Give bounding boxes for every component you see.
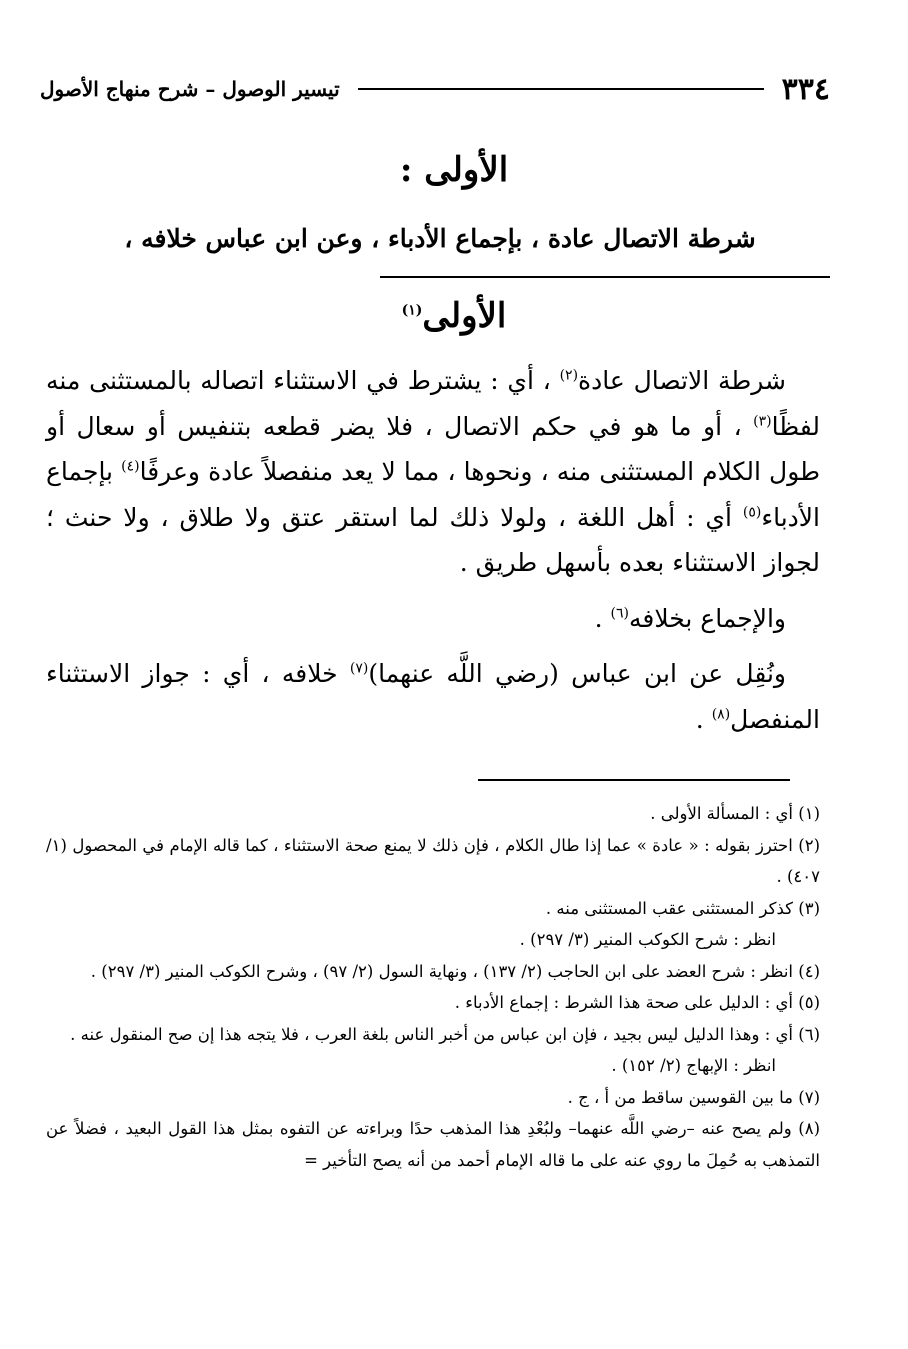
body-text-segment: .: [695, 704, 712, 734]
footnote-rule: [478, 779, 790, 781]
body-text-segment: شرطة الاتصال عادة: [578, 366, 786, 395]
footnote: (٦) أي : وهذا الدليل ليس بجيد ، فإن ابن عباس من أخبر الناس بلغة العرب ، فلا يتجه هذا إن صح المنقول عنه .: [70, 1024, 820, 1044]
body-text-segment: ، أو ما هو في حكم الاتصال ، فلا يضر قطعه بتنفيس أو سعال أو طول الكلام المستثنى منه ، ونحوها ، مما لا يعد منفصلاً عادة وعرفًا: [46, 411, 821, 486]
body-text-segment: والإجماع بخلافه: [628, 603, 786, 633]
footnote: (٣) كذكر المستثنى عقب المستثنى منه .: [545, 898, 820, 918]
body-text-segment: ، أي : يشترط في الاستثناء اتصاله بالمستثنى منه لفظًا: [46, 366, 820, 441]
footnote-marker: (٢): [559, 367, 579, 384]
page-header: [40, 66, 830, 112]
footnote-marker: (٣): [753, 413, 772, 430]
footnote-marker: (١): [401, 302, 423, 319]
body-text-segment: خلافه ، أي : جواز الاستثناء المنفصل: [46, 659, 820, 734]
footnote: (٧) ما بين القوسين ساقط من أ ، ج .: [567, 1087, 820, 1107]
body-text-segment: .: [594, 603, 611, 633]
commentary-body: [46, 358, 820, 742]
footnote-marker: (٨): [711, 706, 731, 723]
commentary-title: [0, 296, 908, 336]
footnotes: [46, 798, 820, 1176]
matn-rule: [380, 276, 830, 278]
body-paragraph: [46, 651, 820, 742]
footnote: (٥) أي : الدليل على صحة هذا الشرط : إجماع الأدباء .: [454, 993, 820, 1012]
footnote: (٨) ولم يصح عنه –رضي اللَّه عنهما– ولبُعْدِ هذا المذهب حدًا وبراءته عن التفوه بمثل هذا القول البعيد ، فضلاً عن التمذهب به حُمِلَ ما روي عنه على ما قاله الإمام أحمد من أنه يصح التأخير =: [46, 1119, 820, 1170]
footnote-marker: (٥): [742, 504, 762, 521]
footnote-marker: (٦): [610, 605, 629, 622]
footnote: (٢) احترز بقوله : « عادة » عما إذا طال الكلام ، فإن ذلك لا يمنع صحة الاستثناء ، كما قاله الإمام في المحصول (١/ ٤٠٧) .: [46, 835, 820, 886]
footnote: انظر : الإبهاج (٢/ ١٥٢) .: [611, 1056, 776, 1075]
commentary-title-text: الأولى: [422, 296, 507, 336]
header-rule: [358, 88, 764, 90]
section-title: الأولى :: [399, 150, 509, 190]
footnote-marker: (٧): [349, 660, 369, 677]
matn-text: شرطة الاتصال عادة ، بإجماع الأدباء ، وعن ابن عباس خلافه ،: [124, 224, 756, 253]
body-paragraph: [46, 358, 820, 586]
footnote: انظر : شرح الكوكب المنير (٣/ ٢٩٧) .: [519, 930, 776, 949]
footnote: (١) أي : المسألة الأولى .: [650, 804, 820, 823]
running-title: تيسير الوصول – شرح منهاج الأصول: [40, 77, 340, 101]
body-text-segment: بإجماع الأدباء: [46, 457, 820, 532]
page-number: ٣٣٤: [781, 71, 830, 107]
footnote: (٤) انظر : شرح العضد على ابن الحاجب (٢/ ١٣٧) ، ونهاية السول (٢/ ٩٧) ، وشرح الكوكب المنير (٣/ ٢٩٧) .: [90, 961, 820, 981]
footnote-marker: (٤): [121, 458, 140, 475]
body-paragraph: [46, 596, 820, 642]
body-text-segment: ونُقِل عن ابن عباس (رضي اللَّه عنهما): [368, 659, 786, 688]
body-text-segment: أي : أهل اللغة ، ولولا ذلك لما استقر عتق ولا طلاق ، ولا حنث ؛ لجواز الاستثناء بعده بأسهل طريق .: [46, 502, 820, 577]
